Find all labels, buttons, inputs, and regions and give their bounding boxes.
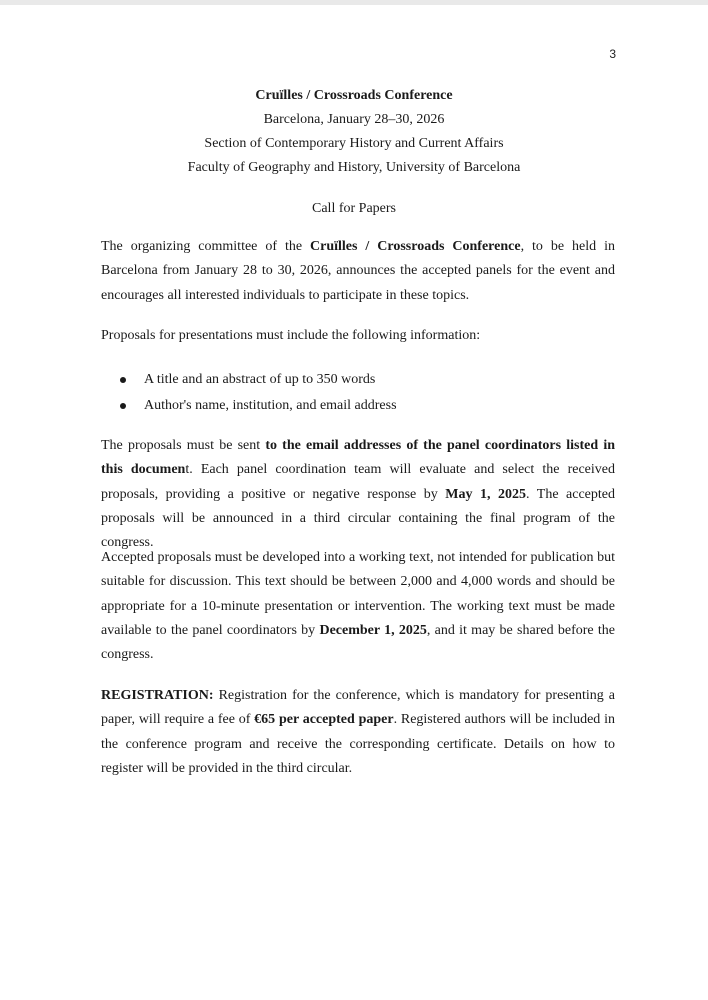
document-header xyxy=(0,84,708,180)
intro-paragraph xyxy=(101,235,615,308)
submission-paragraph xyxy=(101,434,615,555)
working-text-paragraph xyxy=(101,546,615,667)
conference-title: Cruïlles / Crossroads Conference xyxy=(255,88,453,103)
requirement-text: Author's name, institution, and email address xyxy=(144,398,397,413)
submission-text-2: t. Each panel coordination team will evaluate and select the received proposals, providing a positive or negative response by xyxy=(101,462,615,502)
bullet-icon xyxy=(120,403,126,409)
registration-text-1: Registration for the conference, which is mandatory for presenting a paper, will require a fee of xyxy=(101,688,615,728)
top-band xyxy=(0,0,708,5)
registration-fee: €65 per accepted paper xyxy=(254,712,394,728)
registration-text-2: . Registered authors will be included in the conference program and receive the corresponding certificate. Details on how to register will be provided in the third circular. xyxy=(101,712,615,776)
requirement-text: A title and an abstract of up to 350 words xyxy=(144,372,376,387)
registration-label: REGISTRATION: xyxy=(101,688,214,703)
page-number: 3 xyxy=(609,47,616,61)
intro-conference-name: Cruïlles / Crossroads Conference xyxy=(310,239,521,254)
proposals-intro-paragraph xyxy=(101,324,615,348)
response-deadline: May 1, 2025 xyxy=(445,486,527,502)
intro-text-1: The organizing committee of the xyxy=(101,239,311,254)
registration-paragraph xyxy=(101,684,615,781)
proposals-intro-text: Proposals for presentations must include the following information: xyxy=(101,328,481,343)
submission-text-1: The proposals must be sent xyxy=(101,438,266,453)
submission-emails-emphasis: to the email addresses of the panel coordinators listed in this documen xyxy=(101,438,615,478)
conference-faculty: Faculty of Geography and History, University of Barcelona xyxy=(187,160,521,175)
submission-text-3: . The accepted proposals will be announced in a third circular containing the final program of the congress. xyxy=(101,486,616,551)
call-for-papers-heading: Call for Papers xyxy=(312,201,396,216)
working-text-deadline: December 1, 2025 xyxy=(319,622,427,638)
list-item xyxy=(101,393,615,419)
list-item xyxy=(101,367,615,393)
conference-location-dates: Barcelona, January 28–30, 2026 xyxy=(263,112,445,127)
requirements-list xyxy=(101,367,615,419)
conference-section: Section of Contemporary History and Current Affairs xyxy=(204,136,504,151)
working-text-2: , and it may be shared before the congress. xyxy=(101,622,615,663)
intro-text-2: , to be held in Barcelona from January 28 to 30, 2026, announces the accepted panels for the event and encourages all interested individuals to participate in these topics. xyxy=(101,239,615,303)
bullet-icon xyxy=(120,377,126,383)
working-text-1: Accepted proposals must be developed into a working text, not intended for publication but suitable for discussion. This text should be between 2,000 and 4,000 words and should be appropriate for a 10-minute presentation or intervention. The working text must be made available to the panel coordinators by xyxy=(101,550,615,638)
